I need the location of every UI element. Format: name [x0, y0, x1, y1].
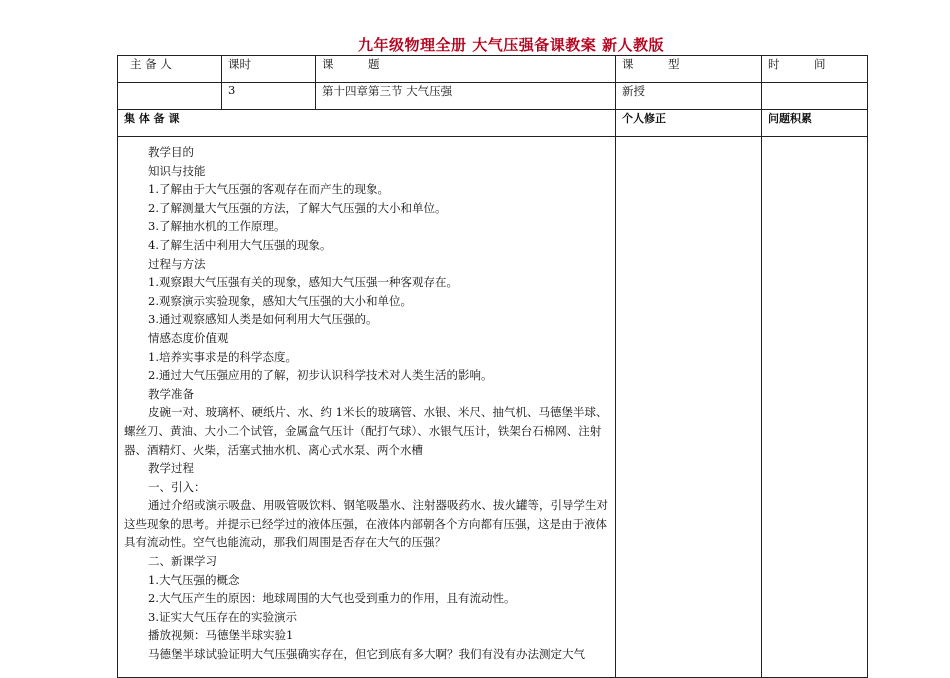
lesson-plan-table — [117, 55, 868, 678]
content-line: 2.了解测量大气压强的方法，了解大气压强的大小和单位。 — [148, 200, 447, 215]
type-value: 新授 — [616, 83, 762, 110]
info-row — [118, 83, 868, 110]
content-line: 3.通过观察感知人类是如何利用大气压强的。 — [148, 312, 378, 327]
time-header: 时 间 — [762, 56, 868, 83]
teaching-materials-paragraph: 皮碗一对、玻璃杯、硬纸片、水、约 1米长的玻璃管、水银、米尺、抽气机、马德堡半球、螺丝刀、黄油、大小二个试管，金属盒气压计（配打气球）、水银气压计，铁架台石棉网、注射器、酒精灯、火柴，活塞式抽水机、离心式水泵、两个水槽 — [124, 405, 608, 457]
time-value — [762, 83, 868, 110]
problem-accumulation-header: 问题积累 — [762, 110, 868, 137]
content-line: 3.了解抽水机的工作原理。 — [148, 219, 286, 234]
content-line: 4.了解生活中利用大气压强的现象。 — [148, 237, 332, 252]
content-line: 2.观察演示实验现象，感知大气压强的大小和单位。 — [148, 293, 412, 308]
content-line: 过程与方法 — [148, 256, 206, 271]
content-line: 知识与技能 — [148, 163, 206, 178]
topic-value: 第十四章第三节 大气压强 — [316, 83, 616, 110]
preparer-header: 主 备 人 — [118, 56, 222, 83]
content-line: 教学过程 — [148, 461, 194, 476]
class-hours-header: 课时 — [222, 56, 316, 83]
content-row — [118, 137, 868, 678]
content-line: 马德堡半球试验证明大气压强确实存在，但它到底有多大啊？我们有没有办法测定大气 — [148, 647, 585, 662]
lesson-content — [118, 137, 616, 678]
content-line: 情感态度价值观 — [148, 330, 229, 345]
content-line: 2.大气压产生的原因：地球周围的大气也受到重力的作用，且有流动性。 — [148, 591, 516, 606]
preparer-value — [118, 83, 222, 110]
content-line: 2.通过大气压强应用的了解，初步认识科学技术对人类生活的影响。 — [148, 368, 493, 383]
personal-revision-header: 个人修正 — [616, 110, 762, 137]
header-row — [118, 56, 868, 83]
content-line: 教学准备 — [148, 386, 194, 401]
content-line: 1.了解由于大气压强的客观存在而产生的现象。 — [148, 182, 389, 197]
content-line: 1.培养实事求是的科学态度。 — [148, 349, 297, 364]
type-header: 课 型 — [616, 56, 762, 83]
class-hours-value: 3 — [222, 83, 316, 110]
content-line: 一、引入： — [148, 479, 206, 494]
collective-header: 集 体 备 课 — [118, 110, 616, 137]
content-line: 教学目的 — [148, 145, 194, 159]
section-header-row — [118, 110, 868, 137]
topic-header: 课 题 — [316, 56, 616, 83]
document-title: 九年级物理全册 大气压强备课教案 新人教版 — [358, 36, 664, 54]
introduction-paragraph: 通过介绍或演示吸盘、用吸管吸饮料、钢笔吸墨水、注射器吸药水、拔火罐等，引导学生对这些现象的思考。并提示已经学过的液体压强，在液体内部朝各个方向都有压强，这是由于液体具有流动性。空气也能流动，那我们周围是否存在大气的压强？ — [124, 498, 608, 550]
content-line: 1.大气压强的概念 — [148, 572, 240, 587]
content-line: 二、新课学习 — [148, 554, 217, 569]
content-line: 3.证实大气压存在的实验演示 — [148, 609, 297, 624]
content-line: 1.观察跟大气压强有关的现象，感知大气压强一种客观存在。 — [148, 275, 458, 290]
personal-revision-cell — [616, 137, 762, 678]
content-line: 播放视频：马德堡半球实验1 — [148, 628, 294, 643]
problem-accumulation-cell — [762, 137, 868, 678]
